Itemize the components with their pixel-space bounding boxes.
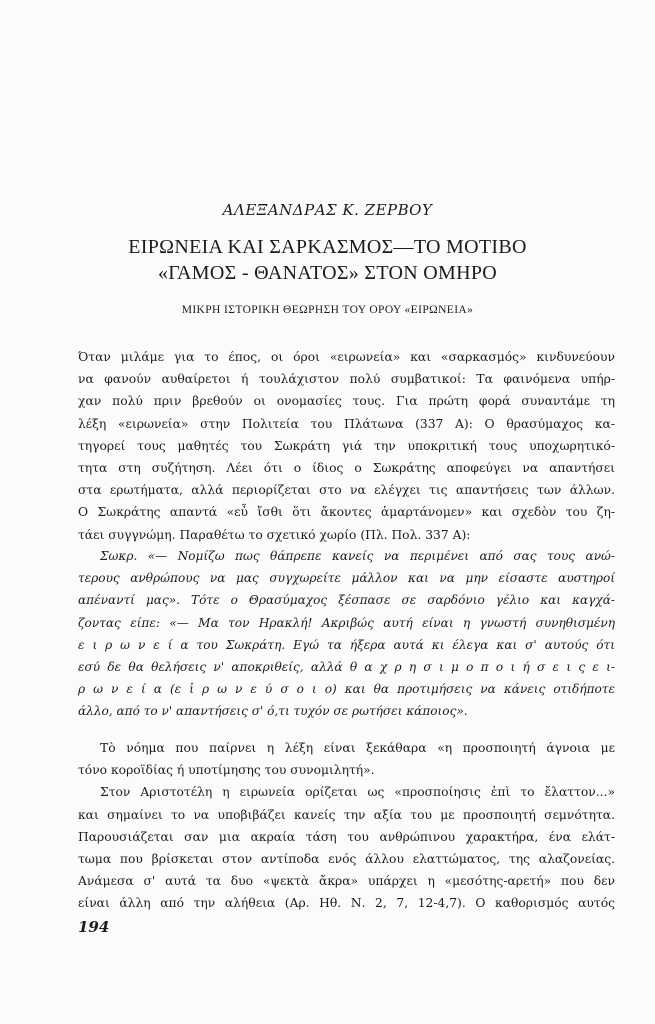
text-line: Τὸ νόημα που παίρνει η λέξη είναι ξεκάθαρα «η προσποιητή άγνοια με bbox=[100, 741, 615, 755]
author-name: ΑΛΕΞΑΝΔΡΑΣ Κ. ΖΕΡΒΟΥ bbox=[222, 201, 433, 219]
text-line: τόνο κοροϊδίας ή υποτίμησης του συνομιλητή». bbox=[78, 763, 375, 778]
text-line: Όταν μιλάμε για το έπος, οι όροι «ειρωνεία» και «σαρκασμός» κινδυνεύουν bbox=[78, 350, 615, 364]
quote-line: ζοντας είπε: «— Μα τον Ηρακλή! Ακριβώς αυτή είναι η γνωστή συνηθισμένη bbox=[78, 615, 615, 630]
text-line: είναι άλλη από την αλήθεια (Αρ. Ηθ. Ν. 2, 7, 12-4,7). Ο καθορισμός αυτός bbox=[78, 896, 615, 911]
text-line: Παρουσιάζεται σαν μια ακραία τάση του ανθρώπινου χαρακτήρα, ένα ελάτ- bbox=[78, 829, 615, 844]
text-line: να φανούν αυθαίρετοι ή τουλάχιστον πολύ συμβατικοί: Τα φαινόμενα υπήρ- bbox=[78, 372, 615, 387]
paragraph-1 bbox=[78, 346, 615, 546]
text-line: χαν πολύ πριν βρεθούν οι ονομασίες τους. Για πρώτη φορά συναντάμε τη bbox=[78, 394, 615, 409]
quote-line: ρ ω ν ε ί α (ε ἰ ρ ω ν ε ύ σ ο ι ο) και θα προτιμήσεις να κάνεις οτιδήποτε bbox=[78, 682, 615, 697]
text-line: Στον Αριστοτέλη η ειρωνεία ορίζεται ως «προσποίησις ἐπὶ το ἔλαττον...» bbox=[100, 785, 615, 800]
text-line: τηγορεί τους μαθητές του Σωκράτη γιά την υποκριτική τους υποχωρητικό- bbox=[78, 438, 615, 453]
article-title-line-2: «ΓΑΜΟΣ - ΘΑΝΑΤΟΣ» ΣΤΟΝ ΟΜΗΡΟ bbox=[157, 262, 497, 284]
article-title-line-1: ΕΙΡΩΝΕΙΑ ΚΑΙ ΣΑΡΚΑΣΜΟΣ—ΤΟ ΜΟΤΙΒΟ bbox=[128, 236, 527, 258]
quote-block bbox=[78, 545, 615, 723]
text-line: λέξη «ειρωνεία» στην Πολιτεία του Πλάτωνα (337 Α): Ο θρασύμαχος κα- bbox=[78, 416, 615, 431]
text-line: τάει συγγνώμη. Παραθέτω το σχετικό χωρίο (Πλ. Πολ. 337 Α): bbox=[78, 527, 471, 542]
quote-line: άλλο, από το ν' απαντήσεις σ' ό,τι τυχόν σε ρωτήσει κάποιος». bbox=[78, 704, 468, 719]
page-number: 194 bbox=[78, 918, 110, 936]
quote-line: Σωκρ. «— Νομίζω πως θάπρεπε κανείς να περιμένει από σας τους ανώ- bbox=[100, 549, 615, 563]
paragraph-2 bbox=[78, 737, 615, 915]
quote-line: ε ι ρ ω ν ε ί α του Σωκράτη. Εγώ τα ήξερα αυτά κι έλεγα και σ' αυτούς ότι bbox=[78, 637, 615, 652]
text-line: και σημαίνει το να υποβιβάζει κανείς την αξία του με προσποιητή σεμνότητα. bbox=[78, 807, 615, 822]
text-line: τωμα που βρίσκεται στον αντίποδα ενός άλλου ελαττώματος, της αλαζονείας. bbox=[78, 851, 615, 866]
text-line: Ο Σωκράτης απαντά «εὖ ἴσθι ὅτι ἄκοντες ἁμαρτάνομεν» και σχεδὸν του ζη- bbox=[78, 505, 615, 520]
quote-line: απέναντί μας». Τότε ο Θρασύμαχος ξέσπασε σε σαρδόνιο γέλιο και καγχά- bbox=[78, 593, 615, 608]
text-line: στα ερωτήματα, αλλά περιορίζεται στο να ελέγχει τις απαντήσεις των άλλων. bbox=[78, 483, 615, 498]
text-line: τητα στη συζήτηση. Λέει ότι ο ίδιος ο Σωκράτης αποφεύγει να απαντήσει bbox=[78, 460, 615, 475]
article-subtitle: ΜΙΚΡΗ ΙΣΤΟΡΙΚΗ ΘΕΩΡΗΣΗ ΤΟΥ ΟΡΟΥ «ΕΙΡΩΝΕΙΑ» bbox=[181, 304, 474, 316]
quote-line: τερους ανθρώπους να μας συγχωρείτε μάλλον και να μην είσαστε αυστηροί bbox=[78, 571, 615, 586]
quote-line: εσύ δε θα θελήσεις ν' αποκριθείς, αλλά θ α χ ρ η σ ι μ ο π ο ι ή σ ε ι ς ε ι- bbox=[78, 659, 615, 674]
text-line: Ανάμεσα σ' αυτά τα δυο «ψεκτὰ ἄκρα» υπάρχει η «μεσότης-αρετή» που δεν bbox=[78, 874, 615, 889]
